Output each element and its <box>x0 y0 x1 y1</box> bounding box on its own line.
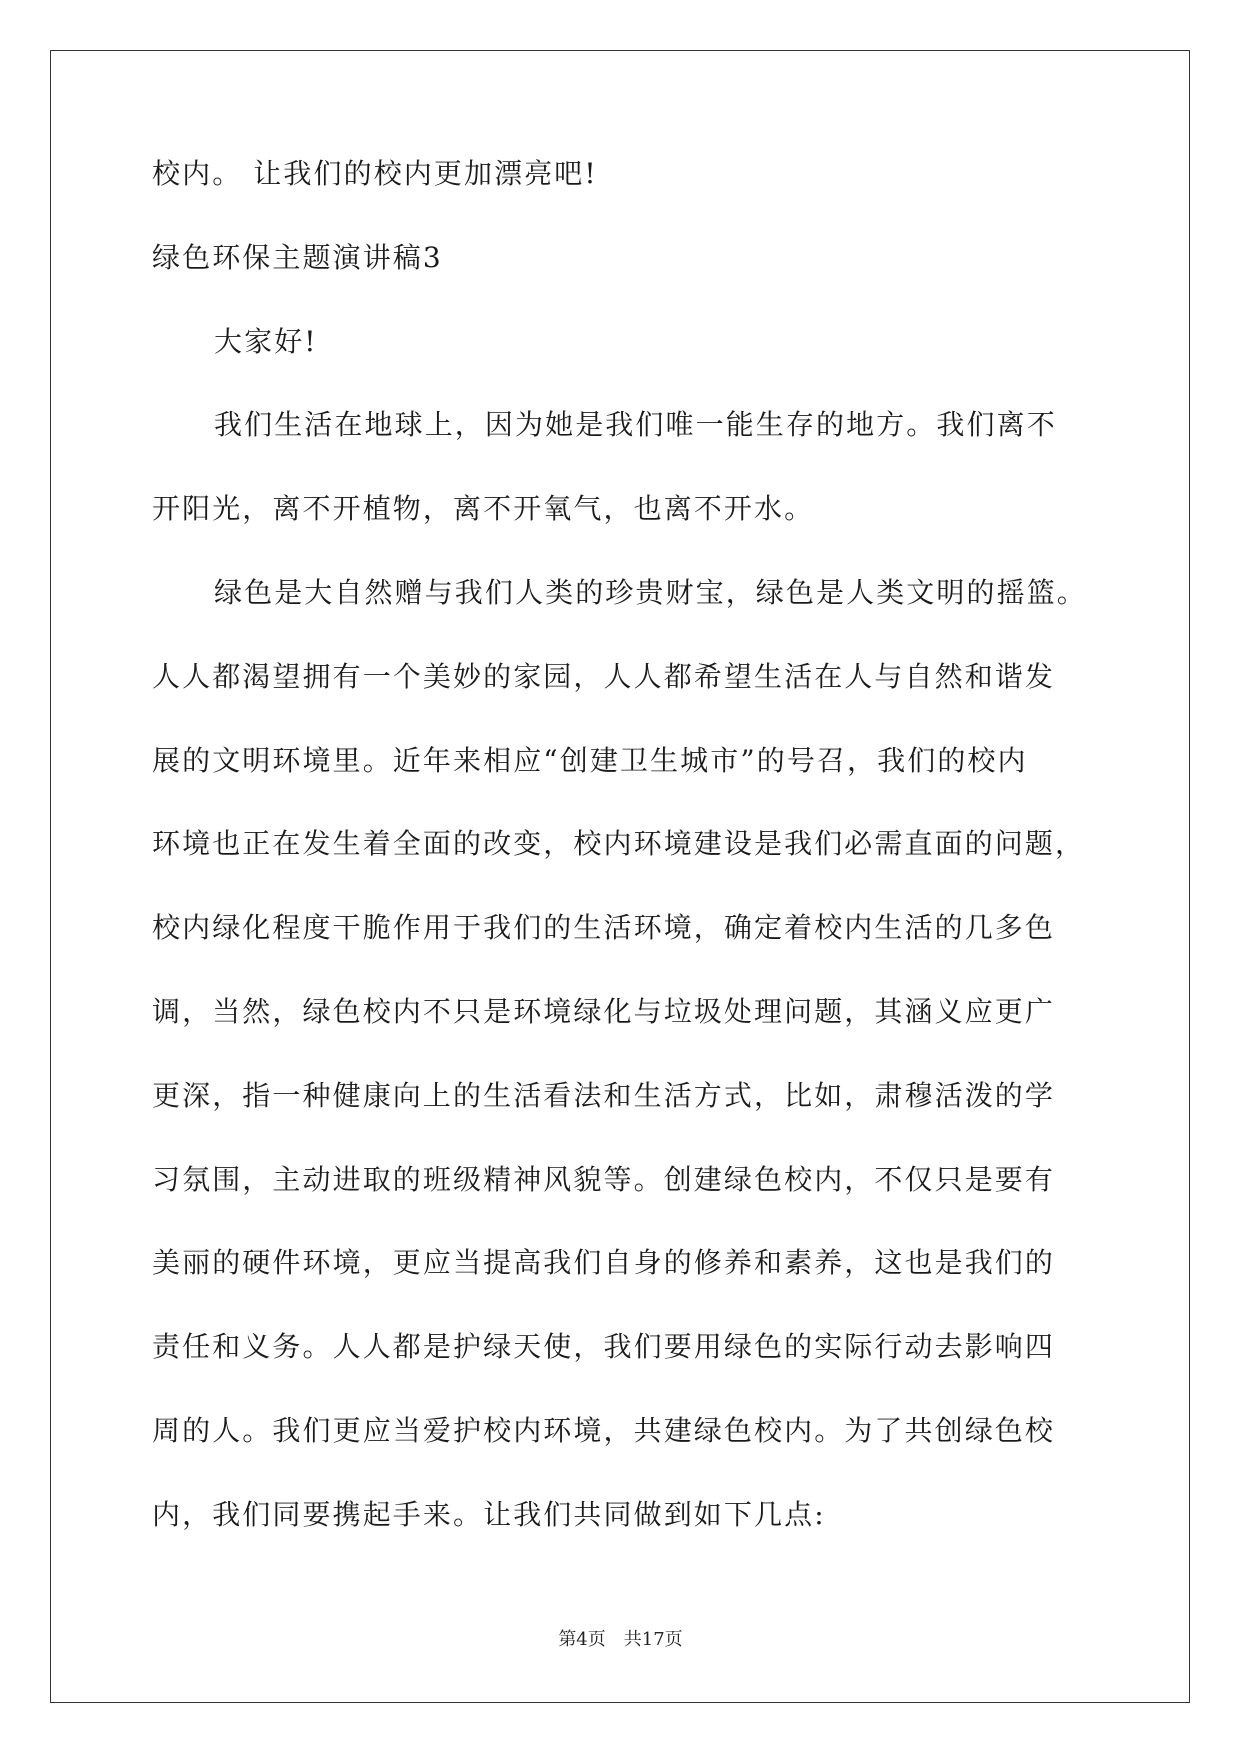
page-total-label: 共17页 <box>623 1629 683 1650</box>
paragraph-line: 绿色是大自然赠与我们人类的珍贵财宝，绿色是人类文明的摇篮。 <box>214 575 1087 609</box>
text-line-1: 校内。 让我们的校内更加漂亮吧! <box>152 157 598 190</box>
paragraph-line: 责任和义务。人人都是护绿天使，我们要用绿色的实际行动去影响四 <box>152 1330 1056 1364</box>
paragraph-line: 开阳光，离不开植物，离不开氧气，也离不开水。 <box>152 492 815 526</box>
paragraph-line: 人人都渴望拥有一个美妙的家园，人人都希望生活在人与自然和谐发 <box>152 659 1056 693</box>
page-footer <box>0 1630 1241 1650</box>
paragraph-line: 调，当然，绿色校内不只是环境绿化与垃圾处理问题，其涵义应更广 <box>152 994 1056 1028</box>
paragraph-line: 我们生活在地球上，因为她是我们唯一能生存的地方。我们离不 <box>214 408 1057 442</box>
paragraph-line: 周的人。我们更应当爱护校内环境，共建绿色校内。为了共创绿色校 <box>152 1413 1056 1447</box>
paragraph-line: 校内绿化程度干脆作用于我们的生活环境，确定着校内生活的几多色 <box>152 911 1056 945</box>
page-number-label: 第4页 <box>558 1629 606 1650</box>
paragraph-line: 更深，指一种健康向上的生活看法和生活方式，比如，肃穆活泼的学 <box>152 1078 1056 1112</box>
paragraph-line: 环境也正在发生着全面的改变，校内环境建设是我们必需直面的问题， <box>152 827 1086 861</box>
greeting-line: 大家好! <box>214 324 318 358</box>
paragraph-line: 展的文明环境里。近年来相应“创建卫生城市”的号召，我们的校内 <box>152 743 1028 777</box>
paragraph-line: 内，我们同要携起手来。让我们共同做到如下几点: <box>152 1497 826 1531</box>
section-heading: 绿色环保主题演讲稿3 <box>152 240 443 274</box>
document-body <box>152 157 1117 1585</box>
paragraph-line: 习氛围，主动进取的班级精神风貌等。创建绿色校内，不仅只是要有 <box>152 1162 1056 1196</box>
paragraph-line: 美丽的硬件环境，更应当提高我们自身的修养和素养，这也是我们的 <box>152 1246 1056 1280</box>
